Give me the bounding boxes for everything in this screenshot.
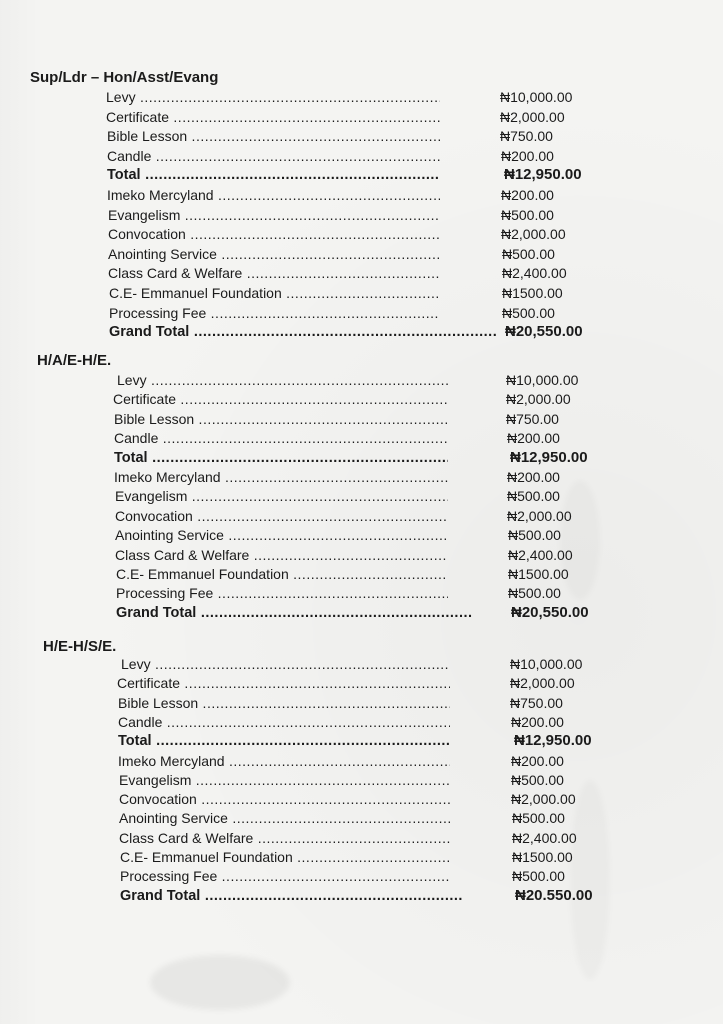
line-item-amount: ₦2,400.00 bbox=[508, 547, 573, 563]
fee-line-item bbox=[0, 809, 723, 827]
line-item-label bbox=[109, 323, 496, 341]
line-item-label bbox=[121, 655, 450, 673]
line-item-label-text: Convocation bbox=[115, 508, 193, 524]
line-item-amount: ₦750.00 bbox=[510, 695, 563, 711]
fee-line-item bbox=[0, 186, 723, 204]
line-item-label-text: Grand Total bbox=[109, 324, 190, 340]
line-item-label bbox=[119, 829, 450, 847]
line-item-label bbox=[116, 565, 448, 583]
line-item-label bbox=[109, 284, 440, 302]
line-item-label bbox=[114, 449, 448, 467]
fee-line-item bbox=[0, 771, 723, 789]
fee-line-item bbox=[0, 225, 723, 243]
fee-line-item bbox=[0, 867, 723, 885]
line-item-amount: ₦200.00 bbox=[511, 714, 564, 730]
fee-line-item bbox=[0, 584, 723, 602]
line-item-amount: ₦500.00 bbox=[501, 207, 554, 223]
line-item-label bbox=[117, 371, 448, 389]
line-item-amount: ₦10,000.00 bbox=[500, 89, 573, 105]
line-item-label bbox=[117, 674, 450, 692]
line-item-amount: ₦1500.00 bbox=[502, 285, 563, 301]
fee-line-item bbox=[0, 206, 723, 224]
fee-line-item bbox=[0, 694, 723, 712]
line-item-label-text: Convocation bbox=[108, 226, 186, 242]
fee-line-item bbox=[0, 371, 723, 389]
line-item-label bbox=[116, 584, 448, 602]
fee-line-item bbox=[0, 390, 723, 408]
line-item-label bbox=[107, 166, 440, 184]
line-item-amount: ₦200.00 bbox=[507, 430, 560, 446]
line-item-amount: ₦2,000.00 bbox=[501, 226, 566, 242]
line-item-label-text: Evangelism bbox=[119, 772, 192, 788]
line-item-label-text: Levy bbox=[117, 372, 147, 388]
line-item-label bbox=[115, 526, 448, 544]
total-amount: ₦20,550.00 bbox=[505, 323, 583, 340]
line-item-label bbox=[107, 186, 440, 204]
line-item-amount: ₦500.00 bbox=[507, 488, 560, 504]
fee-line-item bbox=[0, 88, 723, 106]
line-item-amount: ₦750.00 bbox=[500, 128, 553, 144]
line-item-amount: ₦2,000.00 bbox=[507, 508, 572, 524]
fee-line-item bbox=[0, 887, 723, 905]
line-item-label bbox=[106, 108, 440, 126]
line-item-label-text: Processing Fee bbox=[120, 868, 218, 884]
line-item-amount: ₦200.00 bbox=[507, 469, 560, 485]
line-item-amount: ₦10,000.00 bbox=[506, 372, 579, 388]
fee-line-item bbox=[0, 829, 723, 847]
total-amount: ₦12,950.00 bbox=[514, 732, 592, 749]
line-item-label-text: C.E- Emmanuel Foundation bbox=[109, 285, 282, 301]
line-item-amount: ₦200.00 bbox=[511, 753, 564, 769]
line-item-label-text: Convocation bbox=[119, 791, 197, 807]
line-item-amount: ₦500.00 bbox=[511, 772, 564, 788]
line-item-label-text: Class Card & Welfare bbox=[119, 830, 254, 846]
fee-line-item bbox=[0, 487, 723, 505]
line-item-amount: ₦2,000.00 bbox=[510, 675, 575, 691]
total-amount: ₦12,950.00 bbox=[504, 166, 582, 183]
line-item-amount: ₦500.00 bbox=[512, 810, 565, 826]
line-item-label bbox=[107, 147, 440, 165]
fee-line-item bbox=[0, 429, 723, 447]
fee-line-item bbox=[0, 410, 723, 428]
line-item-label-text: Grand Total bbox=[120, 888, 201, 904]
fee-line-item bbox=[0, 323, 723, 341]
line-item-label bbox=[107, 127, 440, 145]
line-item-label bbox=[116, 604, 472, 622]
line-item-label-text: Imeko Mercyland bbox=[118, 753, 225, 769]
line-item-label-text: Bible Lesson bbox=[118, 695, 199, 711]
line-item-label-text: Evangelism bbox=[108, 207, 181, 223]
line-item-label-text: Anointing Service bbox=[115, 527, 224, 543]
fee-line-item bbox=[0, 108, 723, 126]
fee-line-item bbox=[0, 752, 723, 770]
line-item-label-text: Class Card & Welfare bbox=[108, 265, 243, 281]
section-title: H/A/E-H/E. bbox=[37, 352, 112, 369]
line-item-label-text: Imeko Mercyland bbox=[114, 469, 221, 485]
fee-line-item bbox=[0, 284, 723, 302]
line-item-amount: ₦500.00 bbox=[502, 305, 555, 321]
fee-line-item bbox=[0, 655, 723, 673]
line-item-label-text: Bible Lesson bbox=[114, 411, 195, 427]
line-item-label bbox=[118, 713, 450, 731]
fee-line-item bbox=[0, 166, 723, 184]
fee-line-item bbox=[0, 147, 723, 165]
total-amount: ₦20.550.00 bbox=[515, 887, 593, 904]
line-item-label bbox=[120, 887, 462, 905]
line-item-label-text: Total bbox=[118, 733, 152, 749]
line-item-amount: ₦2,000.00 bbox=[500, 109, 565, 125]
line-item-amount: ₦200.00 bbox=[501, 187, 554, 203]
fee-line-item bbox=[0, 732, 723, 750]
line-item-label bbox=[113, 390, 448, 408]
fee-line-item bbox=[0, 713, 723, 731]
line-item-amount: ₦500.00 bbox=[512, 868, 565, 884]
line-item-amount: ₦1500.00 bbox=[508, 566, 569, 582]
line-item-label-text: Levy bbox=[106, 89, 136, 105]
line-item-amount: ₦500.00 bbox=[508, 585, 561, 601]
line-item-label bbox=[115, 546, 448, 564]
line-item-amount: ₦500.00 bbox=[502, 246, 555, 262]
line-item-label-text: Imeko Mercyland bbox=[107, 187, 214, 203]
line-item-label bbox=[119, 809, 450, 827]
line-item-label-text: Grand Total bbox=[116, 605, 197, 621]
line-item-amount: ₦2,400.00 bbox=[502, 265, 567, 281]
line-item-amount: ₦2,000.00 bbox=[511, 791, 576, 807]
line-item-label-text: Anointing Service bbox=[119, 810, 228, 826]
line-item-label-text: Candle bbox=[118, 714, 163, 730]
line-item-amount: ₦1500.00 bbox=[512, 849, 573, 865]
line-item-label-text: Processing Fee bbox=[116, 585, 214, 601]
line-item-label-text: Total bbox=[107, 167, 141, 183]
fee-line-item bbox=[0, 127, 723, 145]
line-item-label bbox=[109, 304, 440, 322]
fee-line-item bbox=[0, 790, 723, 808]
total-amount: ₦20,550.00 bbox=[511, 604, 589, 621]
line-item-label bbox=[114, 429, 448, 447]
line-item-amount: ₦10,000.00 bbox=[510, 656, 583, 672]
line-item-label-text: Class Card & Welfare bbox=[115, 547, 250, 563]
line-item-amount: ₦2,400.00 bbox=[512, 830, 577, 846]
fee-line-item bbox=[0, 604, 723, 622]
line-item-label bbox=[115, 507, 448, 525]
fee-line-item bbox=[0, 848, 723, 866]
line-item-label-text: Processing Fee bbox=[109, 305, 207, 321]
line-item-label bbox=[115, 487, 448, 505]
line-item-label-text: Anointing Service bbox=[108, 246, 217, 262]
line-item-amount: ₦750.00 bbox=[506, 411, 559, 427]
line-item-amount: ₦500.00 bbox=[508, 527, 561, 543]
line-item-label bbox=[118, 694, 450, 712]
section-title: H/E-H/S/E. bbox=[43, 638, 117, 655]
line-item-label bbox=[108, 245, 440, 263]
line-item-label bbox=[118, 732, 450, 750]
line-item-label bbox=[114, 468, 448, 486]
line-item-label bbox=[108, 206, 440, 224]
line-item-label-text: Certificate bbox=[117, 675, 181, 691]
line-item-label-text: Candle bbox=[114, 430, 159, 446]
line-item-label-text: C.E- Emmanuel Foundation bbox=[120, 849, 293, 865]
line-item-label-text: Candle bbox=[107, 148, 152, 164]
fee-line-item bbox=[0, 526, 723, 544]
scan-smudge bbox=[150, 955, 290, 1010]
line-item-label bbox=[108, 264, 440, 282]
line-item-label bbox=[119, 790, 450, 808]
line-item-label bbox=[120, 867, 450, 885]
line-item-amount: ₦200.00 bbox=[501, 148, 554, 164]
line-item-amount: ₦2,000.00 bbox=[506, 391, 571, 407]
line-item-label bbox=[114, 410, 448, 428]
line-item-label bbox=[119, 771, 450, 789]
section-title: Sup/Ldr – Hon/Asst/Evang bbox=[30, 69, 219, 86]
line-item-label-text: Certificate bbox=[113, 391, 177, 407]
fee-line-item bbox=[0, 507, 723, 525]
line-item-label bbox=[120, 848, 450, 866]
line-item-label-text: Total bbox=[114, 450, 148, 466]
fee-line-item bbox=[0, 468, 723, 486]
line-item-label bbox=[106, 88, 440, 106]
fee-line-item bbox=[0, 449, 723, 467]
fee-line-item bbox=[0, 304, 723, 322]
line-item-label-text: Bible Lesson bbox=[107, 128, 188, 144]
line-item-label-text: C.E- Emmanuel Foundation bbox=[116, 566, 289, 582]
fee-line-item bbox=[0, 565, 723, 583]
total-amount: ₦12,950.00 bbox=[510, 449, 588, 466]
fee-line-item bbox=[0, 245, 723, 263]
fee-line-item bbox=[0, 264, 723, 282]
fee-line-item bbox=[0, 674, 723, 692]
fee-line-item bbox=[0, 546, 723, 564]
line-item-label-text: Levy bbox=[121, 656, 151, 672]
line-item-label bbox=[108, 225, 440, 243]
line-item-label-text: Certificate bbox=[106, 109, 170, 125]
line-item-label-text: Evangelism bbox=[115, 488, 188, 504]
line-item-label bbox=[118, 752, 450, 770]
